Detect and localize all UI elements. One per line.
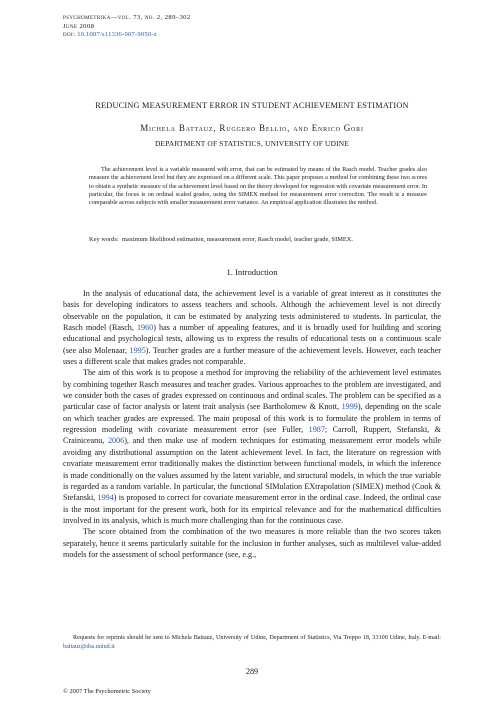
journal-header — [63, 14, 191, 40]
issue-date: June 2008 — [63, 22, 95, 30]
citation-link[interactable]: 1960 — [136, 323, 154, 333]
doi-link[interactable]: 10.1007/s11336-007-9050-z — [77, 31, 157, 39]
paragraph-2 — [63, 367, 441, 526]
body-text — [63, 288, 441, 560]
keywords-label: Key words: — [89, 236, 119, 243]
author-list: Michela Battauz, Ruggero Bellio, and Enrico Gori — [140, 123, 364, 133]
doi-line — [63, 31, 191, 40]
page-number: 289 — [245, 667, 259, 676]
journal-volume-line — [63, 14, 191, 23]
citation-link[interactable]: 1994 — [97, 493, 114, 503]
email-link[interactable]: battauz@dss.uniud.it — [63, 643, 115, 650]
paragraph-1 — [63, 288, 441, 367]
paragraph-text: In the analysis of educational data, the achievement level is a variable of great interest as it constitutes the basis for developing indicators to assess teachers and schools. Although the achievement level is not directly observable on the population, it can be estimated by analyzing tests administered to students. In particular, the Rasch model (Rasch, — [63, 289, 441, 333]
keywords — [89, 236, 427, 244]
paragraph-text: ), depending on the scale on which teacher grades are expressed. The main proposal of this work is to formulate the problem in terms of regression modeling with covariate measurement error (see Fuller, — [63, 402, 441, 435]
keywords-text: maximum likelihood estimation, measurement error, Rasch model, teacher grade, SIMEX. — [121, 236, 354, 243]
paragraph-text: ). Teacher grades are a further measure of the achievement levels. However, each teacher uses a different scale that makes grades not comparable. — [63, 345, 441, 367]
citation-link[interactable]: 1995 — [129, 345, 146, 355]
paragraph-text: ), and then make use of modern techniques for estimating measurement error models while avoiding any distributional assumption on the latent achievement level. In fact, the literature on regression with covariate measurement error traditionally makes the distinction between functional models, in which the inference is made conditionally on the values assumed by the latent variable, and structural models, in which the true variable is regarded as a random variable. In particular, the functional SIMulation EXtrapolation (SIMEX) method (Cook & Stefanski, — [63, 436, 441, 503]
paragraph-text: ) has a number of appealing features, and it is broadly used for building and scoring educational and psychological tests, allowing us to express the results of educational tests on a continuous scale (see also Molenaar, — [63, 323, 441, 355]
volume-info: —vol. 73, no. 2, 289–302 — [110, 14, 191, 21]
footnote — [63, 634, 441, 651]
paragraph-text: ; Carroll, Ruppert, Stefanski, & Crainiceanu, — [63, 425, 441, 446]
doi-label: doi: — [63, 31, 76, 39]
citation-link[interactable]: 1987 — [308, 425, 325, 435]
affiliation: DEPARTMENT OF STATISTICS, UNIVERSITY OF UDINE — [154, 139, 350, 148]
paragraph-text: ) is proposed to correct for covariate measurement error in the ordinal case. Indeed, the ordinal case is the most important for the present work, both for its empirical relevance and for the mathematical difficulties involved in its analysis, which is much more challenging than for the continuous case. — [63, 493, 441, 525]
paragraph-text: The aim of this work is to propose a method for improving the reliability of the achievement level estimates by combining together Rasch measures and teacher grades. Various approaches to the problem are investigated, and we consider both the cases of grades expressed on continuous and ordinal scales. The problem can be specified as a particular case of factor analysis or latent trait analysis (see Bartholomew & Knott, — [63, 368, 441, 412]
section-heading: 1. Introduction — [226, 267, 278, 277]
copyright-notice: © 2007 The Psychometric Society — [63, 688, 151, 695]
abstract: The achievement level is a variable measured with error, that can be estimated by means of the Rasch model. Teacher grades also measure the achievement level but they are expressed on a different scale. This paper proposes a method for combining these two scores to obtain a synthetic measure of the achievement level based on the theory developed for regression with covariate measurement error. In particular, the focus is on ordinal scaled grades, using the SIMEX method for measurement error correction. The result is a measure comparable across subjects with smaller measurement error variance. An empirical application illustrates the method. — [89, 167, 427, 207]
journal-name: psychometrika — [63, 14, 111, 21]
paragraph-3: The score obtained from the combination of the two measures is more reliable than the two scores taken separately, hence it seems particularly suitable for the inclusion in further analyses, such as multilevel value-added models for the assessment of school performance (see, e.g., — [63, 527, 441, 559]
footnote-text: Requests for reprints should be sent to Michela Battauz, University of Udine, Department of Statistics, Via Treppo 18, 33100 Udine, Italy. E-mail: — [73, 635, 441, 641]
paper-title: REDUCING MEASUREMENT ERROR IN STUDENT ACHIEVEMENT ESTIMATION — [95, 101, 409, 110]
citation-link[interactable]: 2006 — [107, 436, 125, 446]
citation-link[interactable]: 1999 — [341, 402, 358, 412]
